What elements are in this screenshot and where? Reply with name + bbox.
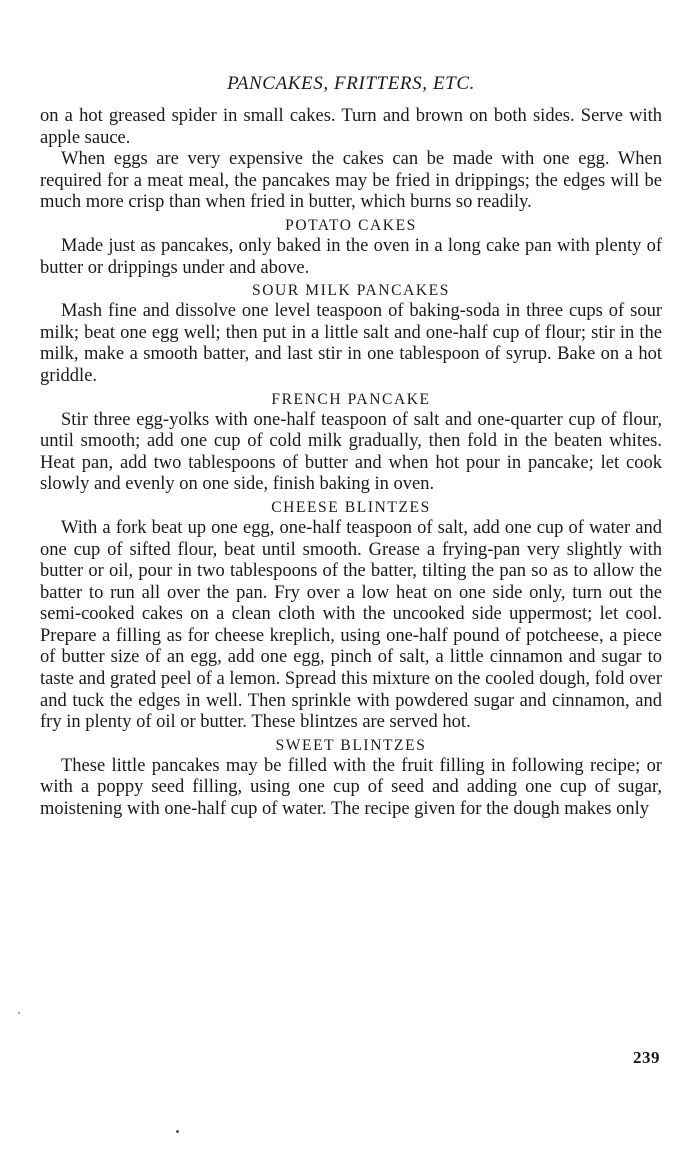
running-head: PANCAKES, FRITTERS, ETC. <box>227 73 475 94</box>
section-heading-sweet-blintzes: SWEET BLINTZES <box>275 736 427 754</box>
section-heading-french-pancake: FRENCH PANCAKE <box>271 390 431 408</box>
section-heading-cheese-blintzes: CHEESE BLINTZES <box>271 498 431 516</box>
book-page <box>40 72 662 821</box>
page-number: 239 <box>633 1048 660 1067</box>
cheese-blintzes-paragraph: With a fork beat up one egg, one-half teaspoon of salt, add one cup of water and one cup of sifted flour, beat until smooth. Grease a frying-pan very slightly with butter or oil, pour in two tablespoons of the batter, tilting the pan so as to allow the batter to run all over the pan. Fry over a low heat on one side only, turn out the semi-cooked cakes on a clean cloth with the uncooked side uppermost; let cool. Prepare a filling as for cheese kreplich, using one-half pound of potcheese, a piece of butter size of an egg, add one egg, pinch of salt, a little cinnamon and sugar to taste and grated peel of a lemon. Spread this mixture on the cooled dough, fold over and tuck the edges in well. Then sprinkle with powdered sugar and cinnamon, and fry in plenty of oil or butter. These blintzes are served hot. <box>40 517 662 733</box>
intro-paragraph: When eggs are very expensive the cakes can be made with one egg. When required for a meat meal, the pancakes may be fried in drippings; the edges will be much more crisp than when fried in butter, which burns so readily. <box>40 149 662 213</box>
section-heading-potato-cakes: POTATO CAKES <box>285 216 417 234</box>
section-heading-sour-milk-pancakes: SOUR MILK PANCAKES <box>252 282 450 300</box>
intro-paragraph-continued: on a hot greased spider in small cakes. Turn and brown on both sides. Serve with apple sauce. <box>40 106 662 148</box>
sweet-blintzes-paragraph: These little pancakes may be filled with the fruit filling in following recipe; or with a poppy seed filling, using one cup of seed and adding one cup of sugar, moistening with one-half cup of water. The recipe given for the dough makes only <box>40 755 662 820</box>
print-speck <box>176 1130 179 1133</box>
potato-cakes-paragraph: Made just as pancakes, only baked in the oven in a long cake pan with plenty of butter or drippings under and above. <box>40 235 662 278</box>
french-pancake-paragraph: Stir three egg-yolks with one-half teaspoon of salt and one-quarter cup of flour, until smooth; add one cup of cold milk gradually, then fold in the beaten whites. Heat pan, add two tablespoons of butter and when hot pour in pancake; let cook slowly and evenly on one side, finish baking in oven. <box>40 409 662 495</box>
print-speck <box>18 1012 20 1014</box>
sour-milk-pancakes-paragraph: Mash fine and dissolve one level teaspoon of baking-soda in three cups of sour milk; beat one egg well; then put in a little salt and one-half cup of flour; stir in the milk, make a smooth batter, and last stir in one tablespoon of syrup. Bake on a hot griddle. <box>40 301 662 386</box>
